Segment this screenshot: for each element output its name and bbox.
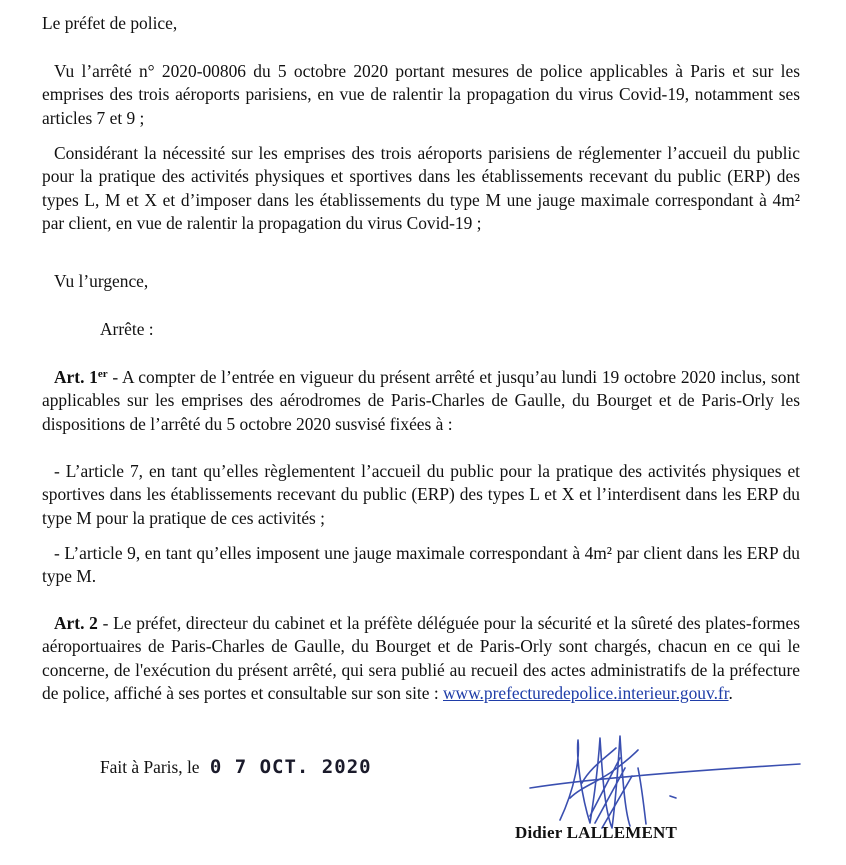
article-2 [42,612,800,705]
paragraph-considerant: Considérant la nécessité sur les emprises des trois aéroports parisiens de réglementer l’accueil du public pour la pratique des activités physiques et sportives dans les établissements recevant du public (ERP) des types L, M et X et d’imposer dans les établissements du type M une jauge maximale correspondant à 4m² par client, en vue de ralentir la propagation du virus Covid-19 ; [42,143,800,233]
date-stamp: 0 7 OCT. 2020 [209,756,372,778]
fait-a-paris [100,756,500,779]
bullet-article-7: - L’article 7, en tant qu’elles règlementent l’accueil du public pour la pratique des activités physiques et sportives dans les établissements recevant du public (ERP) des types L et X et l’interdisent dans les ERP du type M pour la pratique de ces activités ; [42,461,800,528]
article-1-text: - A compter de l’entrée en vigueur du présent arrêté et jusqu’au lundi 19 octobre 2020 inclus, sont applicables sur les emprises des aérodromes de Paris-Charles de Gaulle, du Bourget et de Paris-Orly les dispositions de l’arrêté du 5 octobre 2020 susvisé fixées à : [42,367,800,434]
paragraph-vu-arrete: Vu l’arrêté n° 2020-00806 du 5 octobre 2020 portant mesures de police applicables à Paris et sur les emprises des trois aéroports parisiens, en vue de ralentir la propagation du virus Covid-19, notamment ses articles 7 et 9 ; [42,61,800,128]
paragraph-vu-urgence: Vu l’urgence, [54,271,149,291]
bullet-article-9: - L’article 9, en tant qu’elles imposent une jauge maximale correspondant à 4m² par client dans les ERP du type M. [42,543,800,587]
opening-line: Le préfet de police, [42,13,178,33]
article-1-label: Art. 1er [54,367,108,387]
article-2-end: . [728,682,733,703]
article-2-label: Art. 2 [54,613,98,633]
article-2-text: - Le préfet, directeur du cabinet et la préfète déléguée pour la sécurité et la sûreté des plates-formes aéroportuaires de Paris-Charles de Gaulle, du Bourget et de Paris-Orly sont chargés, chacun en ce qui le concerne, de l'exécution du présent arrêté, qui sera publié au recueil des actes administratifs de la préfecture de police, affiché à ses portes et consultable sur son site : [42,613,800,703]
signer-name: Didier LALLEMENT [515,823,678,842]
fait-label: Fait à Paris, le [100,757,200,777]
prefecture-website-link[interactable]: www.prefecturedepolice.interieur.gouv.fr [443,682,729,703]
article-1 [42,366,800,436]
article-1-sup: er [97,368,108,380]
arrete-heading: Arrête : [100,319,154,339]
